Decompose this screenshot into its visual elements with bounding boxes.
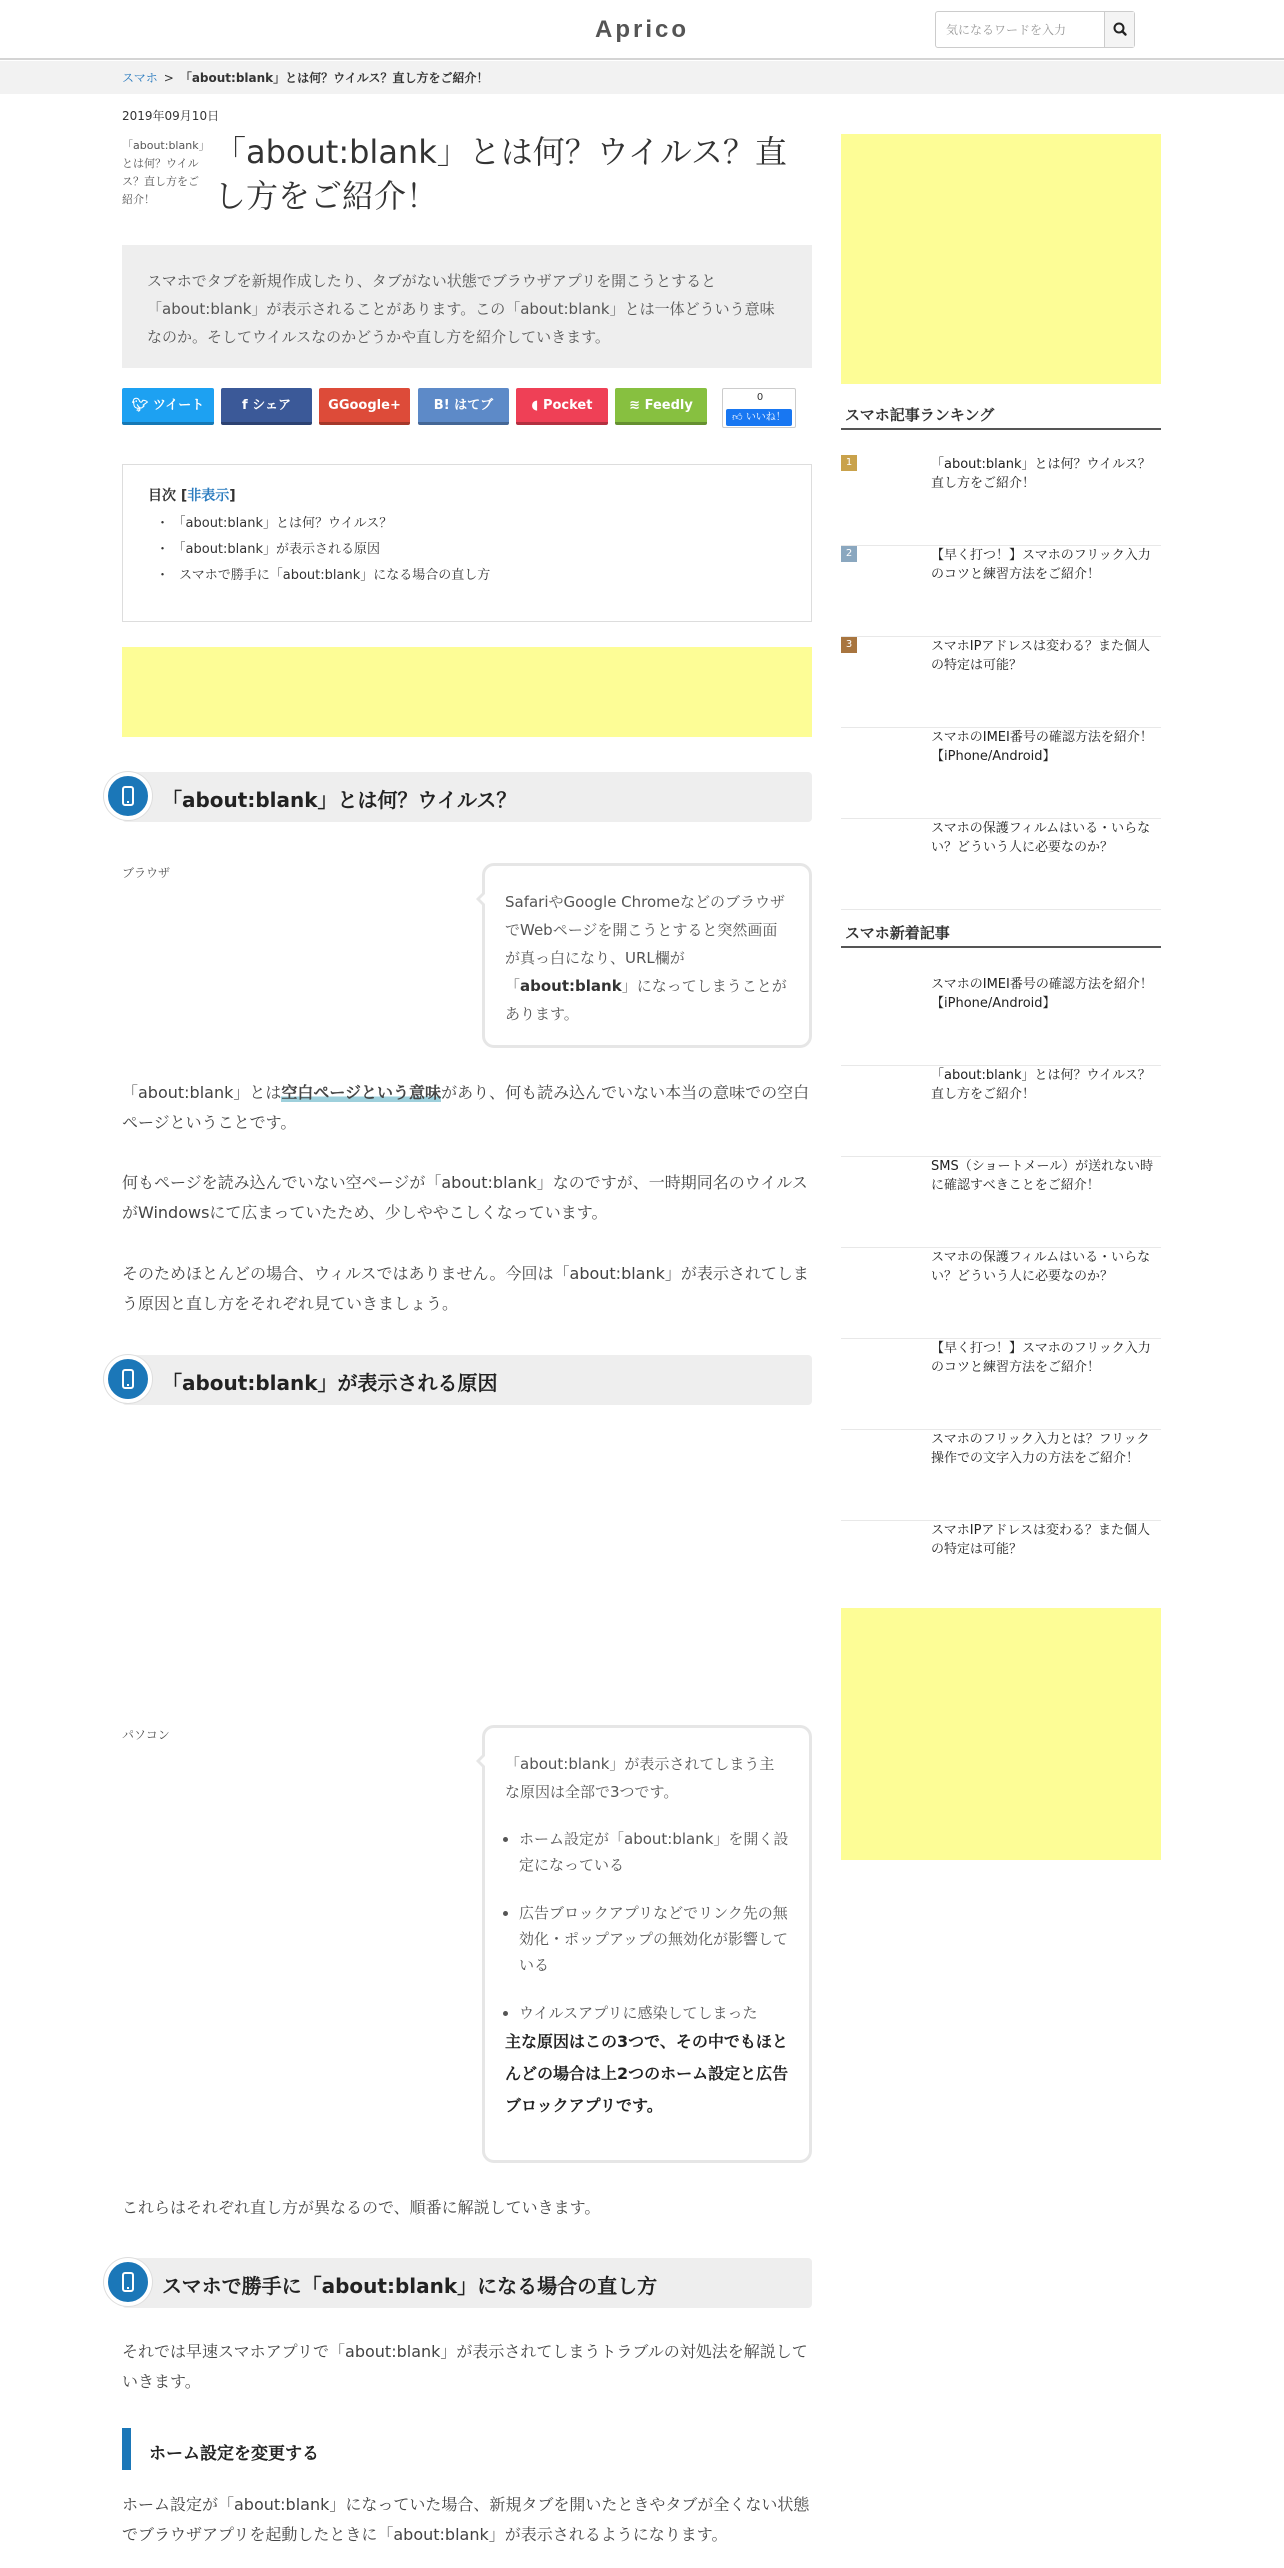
new-post-item[interactable]	[841, 1339, 1161, 1430]
pocket-share-button[interactable]	[516, 388, 608, 425]
search-icon	[1105, 12, 1135, 47]
toc-item-label: スマホで勝手に「about:blank」になる場合の直し方	[179, 568, 491, 583]
bubble-text-bold: about:blank	[520, 977, 622, 995]
hatena-share-label: はてブ	[454, 398, 494, 413]
new-post-item[interactable]	[841, 975, 1161, 1066]
ad-sidebar-bottom[interactable]	[841, 1608, 1161, 1860]
twitter-share-label: ツイート	[152, 398, 205, 413]
paragraph: 何もページを読み込んでいない空ページが「about:blank」なのですが、一時期同名のウイルスがWindowsにて広まっていたため、少しややこしくなっています。	[122, 1173, 808, 1222]
facebook-like-widget	[722, 388, 796, 428]
new-posts-heading: スマホ新着記事	[841, 918, 1161, 948]
ranking-item-title: 【早く打つ！】スマホのフリック入力のコツと練習方法をご紹介！	[931, 548, 1151, 582]
section-heading-1	[122, 772, 812, 822]
highlighted-text: 空白ページという意味	[281, 1083, 442, 1102]
toc-item-label: 「about:blank」が表示される原因	[179, 542, 381, 557]
computer-image-alt: パソコン	[122, 1728, 170, 1742]
breadcrumb-separator: >	[163, 71, 174, 85]
bullet-icon: ・	[156, 542, 170, 557]
smartphone-icon	[104, 2258, 152, 2306]
section-heading-text: 「about:blank」とは何？ウイルス？	[162, 788, 517, 812]
site-title[interactable]: Aprico	[594, 16, 689, 43]
browser-image-alt: ブラウザ	[122, 866, 171, 880]
section-heading-3	[122, 2258, 812, 2308]
googleplus-share-label: Google+	[338, 398, 401, 413]
search-button[interactable]	[1104, 12, 1134, 47]
feedly-share-label: Feedly	[644, 398, 693, 413]
toc-item[interactable]	[148, 537, 786, 563]
like-count: 0	[756, 392, 764, 403]
breadcrumb	[122, 69, 488, 86]
ad-sidebar-top[interactable]	[841, 134, 1161, 384]
ranking-item[interactable]	[841, 546, 1161, 637]
paragraph-text-post: があり、何も読み込んでいない本当の意味での空白ページということです。	[122, 1083, 810, 1132]
new-post-item[interactable]	[841, 1430, 1161, 1521]
ranking-item[interactable]	[841, 455, 1161, 546]
like-button[interactable]	[726, 409, 792, 426]
toc-toggle-link[interactable]: 非表示	[187, 488, 230, 504]
bubble-summary: 主な原因はこの3つで、その中でもほとんどの場合は上2つのホーム設定と広告ブロックアプリです。	[505, 2032, 789, 2115]
search-input[interactable]	[936, 12, 1104, 47]
new-post-item[interactable]	[841, 1521, 1161, 1612]
paragraph: これらはそれぞれ直し方が異なるので、順番に解説していきます。	[122, 2198, 601, 2217]
ranking-item[interactable]	[841, 637, 1161, 728]
list-item: • ウイルスアプリに感染してしまった	[519, 2000, 789, 2026]
new-post-title: スマホの保護フィルムはいる・いらない？どういう人に必要なのか？	[931, 1250, 1151, 1284]
ranking-item[interactable]	[841, 819, 1161, 910]
rank-badge: 2	[841, 546, 857, 562]
ranking-heading: スマホ記事ランキング	[841, 400, 1161, 430]
paragraph: ホーム設定が「about:blank」になっていた場合、新規タブを開いたときやタブが全くない状態でブラウザアプリを起動したときに「about:blank」が表示されるようになります。	[122, 2495, 810, 2544]
breadcrumb-current: 「about:blank」とは何？ウイルス？直し方をご紹介！	[179, 71, 489, 85]
new-post-title: 【早く打つ！】スマホのフリック入力のコツと練習方法をご紹介！	[931, 1341, 1151, 1375]
bubble-text-pre: SafariやGoogle ChromeなどのブラウザでWebページを開こうとすると突然画面が真っ白になり、URL欄が「	[505, 893, 786, 995]
toc-item-label: 「about:blank」とは何？ウイルス？	[179, 516, 393, 531]
toc-item[interactable]	[148, 563, 786, 589]
subheading	[122, 2428, 812, 2470]
thumbs-up-icon: 👍︎	[732, 412, 743, 423]
ranking-item-title: スマホのIMEI番号の確認方法を紹介！【iPhone/Android】	[931, 730, 1153, 764]
list-item: • 広告ブロックアプリなどでリンク先の無効化・ポップアップの無効化が影響している	[519, 1900, 789, 1978]
hatena-icon: B!	[433, 398, 450, 413]
feedly-share-button[interactable]	[615, 388, 707, 425]
paragraph	[122, 1078, 812, 1138]
ad-banner-top[interactable]	[122, 647, 812, 737]
smartphone-icon	[104, 1355, 152, 1403]
rank-badge: 1	[841, 455, 857, 471]
new-post-title: 「about:blank」とは何？ウイルス？直し方をご紹介！	[931, 1068, 1151, 1102]
new-post-title: スマホのフリック入力とは？フリック操作での文字入力の方法をご紹介！	[931, 1432, 1150, 1466]
search-form	[935, 11, 1135, 48]
ranking-item-title: スマホの保護フィルムはいる・いらない？どういう人に必要なのか？	[931, 821, 1151, 855]
table-of-contents	[122, 464, 812, 622]
toc-title: 目次 [非表示]	[148, 488, 236, 504]
toc-title-text: 目次	[148, 488, 176, 504]
new-post-item[interactable]	[841, 1066, 1161, 1157]
new-post-title: SMS（ショートメール）が送れない時に確認すべきことをご紹介！	[931, 1159, 1154, 1193]
pocket-share-label: Pocket	[542, 398, 593, 413]
rank-badge: 3	[841, 637, 857, 653]
subheading-text: ホーム設定を変更する	[149, 2444, 319, 2464]
new-post-title: スマホのIMEI番号の確認方法を紹介！【iPhone/Android】	[931, 977, 1153, 1011]
post-thumbnail-alt: 「about:blank」とは何？ウイルス？直し方をご紹介！	[122, 139, 210, 206]
feedly-icon: ≋	[629, 398, 641, 413]
post-intro: スマホでタブを新規作成したり、タブがない状態でブラウザアプリを開こうとすると「about:blank」が表示されることがあります。この「about:blank」とは一体どういう意味なのか。そしてウイルスなのかどうかや直し方を紹介していきます。	[122, 245, 812, 368]
section-heading-text: 「about:blank」が表示される原因	[162, 1371, 498, 1395]
bubble-intro: 「about:blank」が表示されてしまう主な原因は全部で3つです。	[505, 1755, 775, 1801]
new-post-title: スマホIPアドレスは変わる？また個人の特定は可能？	[931, 1523, 1151, 1557]
googleplus-share-button[interactable]	[319, 388, 410, 425]
facebook-share-button[interactable]	[221, 388, 312, 425]
paragraph: そのためほとんどの場合、ウィルスではありません。今回は「about:blank」が表示されてしまう原因と直し方をそれぞれ見ていきましょう。	[122, 1264, 809, 1313]
googleplus-icon: G	[328, 398, 339, 413]
bullet-icon: ・	[156, 516, 170, 531]
ranking-item-title: スマホIPアドレスは変わる？また個人の特定は可能？	[931, 639, 1151, 673]
twitter-icon: 🐦︎	[131, 398, 149, 413]
post-title: 「about:blank」とは何？ウイルス？直し方をご紹介！	[214, 133, 787, 215]
cause-list	[505, 1826, 789, 2026]
like-label: いいね！	[745, 412, 786, 423]
pocket-icon: ◖	[531, 398, 539, 413]
site-header	[0, 0, 1284, 60]
speech-bubble-1	[482, 863, 812, 1048]
new-post-item[interactable]	[841, 1157, 1161, 1248]
section-heading-text: スマホで勝手に「about:blank」になる場合の直し方	[162, 2274, 658, 2298]
speech-bubble-2	[482, 1725, 812, 2163]
smartphone-icon	[104, 772, 152, 820]
breadcrumb-bar	[0, 61, 1284, 94]
twitter-share-button[interactable]	[122, 388, 214, 425]
facebook-share-label: シェア	[252, 398, 291, 413]
toc-item[interactable]	[148, 511, 786, 537]
ranking-item-title: 「about:blank」とは何？ウイルス？直し方をご紹介！	[931, 457, 1151, 491]
hatena-share-button[interactable]	[418, 388, 509, 425]
section-heading-2	[122, 1355, 812, 1405]
bullet-icon: ・	[156, 568, 170, 583]
breadcrumb-home-link[interactable]: スマホ	[122, 71, 158, 85]
facebook-icon: f	[242, 398, 248, 413]
list-item: • ホーム設定が「about:blank」を開く設定になっている	[519, 1826, 789, 1878]
paragraph: それでは早速スマホアプリで「about:blank」が表示されてしまうトラブルの対処法を解説していきます。	[122, 2342, 808, 2391]
post-date: 2019年09月10日	[122, 109, 220, 123]
new-post-item[interactable]	[841, 1248, 1161, 1339]
paragraph-text-pre: 「about:blank」とは	[122, 1083, 282, 1102]
bubble-text-post: 」になってしまうことがあります。	[505, 977, 787, 1023]
ranking-item[interactable]	[841, 728, 1161, 819]
